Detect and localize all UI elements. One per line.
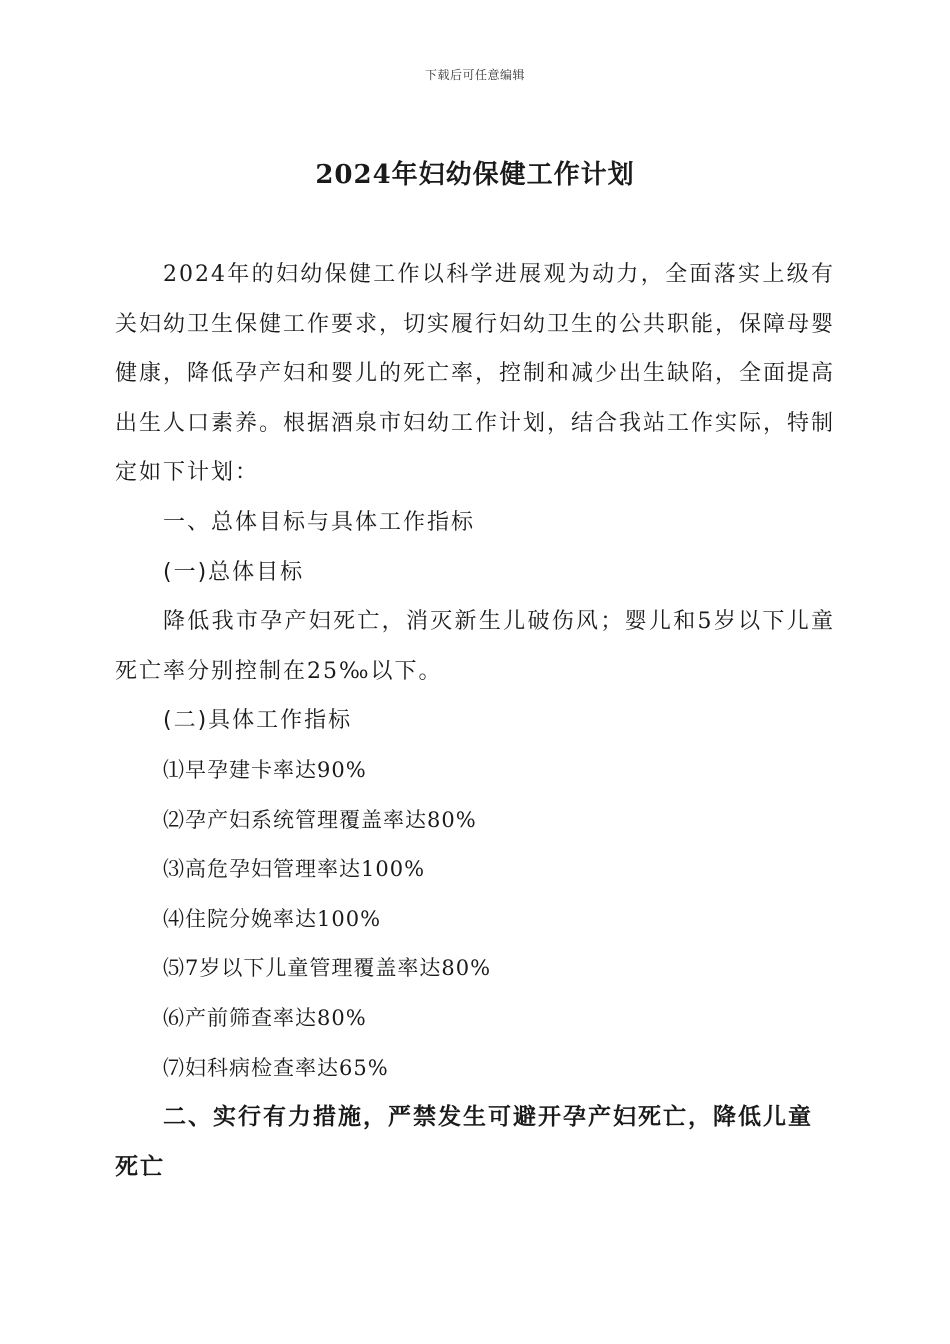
document-body (115, 250, 835, 1192)
section1-heading: 一、总体目标与具体工作指标 (163, 509, 476, 535)
document-title: 2024年妇幼保健工作计划 (315, 160, 635, 190)
indicator-item: ⑸7岁以下儿童管理覆盖率达80% (163, 956, 492, 981)
section1-sub2-heading: (二)具体工作指标 (163, 708, 353, 734)
indicator-item: ⑺妇科病检查率达65% (163, 1055, 389, 1080)
header-note: 下载后可任意编辑 (424, 68, 525, 82)
section1-sub1-heading: (一)总体目标 (163, 559, 305, 585)
indicator-item: ⑴早孕建卡率达90% (163, 757, 367, 782)
intro-paragraph: 2024年的妇幼保健工作以科学进展观为动力，全面落实上级有关妇幼卫生保健工作要求，切实履行妇幼卫生的公共职能，保障母婴健康，降低孕产妇和婴儿的死亡率，控制和减少出生缺陷，全面提高出生人口素养。根据酒泉市妇幼工作计划，结合我站工作实际，特制定如下计划： (115, 262, 836, 486)
section1-sub1-text: 降低我市孕产妇死亡，消灭新生儿破伤风；婴儿和5岁以下儿童死亡率分别控制在25‰以下。 (115, 609, 835, 684)
section2-heading: 二、实行有力措施，严禁发生可避开孕产妇死亡，降低儿童死亡 (115, 1104, 813, 1180)
indicator-item: ⑶高危孕妇管理率达100% (163, 857, 426, 882)
indicator-item: ⑹产前筛查率达80% (163, 1005, 367, 1030)
indicator-item: ⑷住院分娩率达100% (163, 906, 382, 931)
indicator-item: ⑵孕产妇系统管理覆盖率达80% (163, 807, 477, 832)
